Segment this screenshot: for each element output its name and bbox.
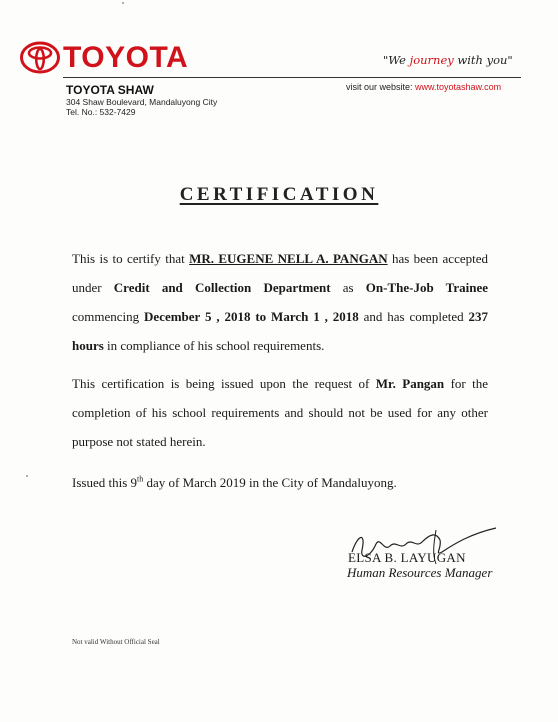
signatory-title: Human Resources Manager [347, 565, 493, 580]
tagline: "We journey with you" [383, 53, 513, 67]
signatory-name: ELSA B. LAYUGAN [348, 550, 466, 565]
scan-speck [122, 2, 124, 4]
website-line: visit our website: www.toyotashaw.com [346, 82, 502, 92]
position: On-The-Job Trainee [365, 280, 488, 295]
purpose-paragraph: This certification is being issued upon the request of Mr. Pangan for the completion of his school requirements and should not be used for any other purpose not stated herein. [72, 376, 489, 449]
trainee-name: MR. EUGENE NELL A. PANGAN [189, 251, 388, 266]
request-name: Mr. Pangan [375, 376, 445, 391]
issued-paragraph: Issued this 9th day of March 2019 in the City of Mandaluyong. [72, 474, 397, 490]
scan-speck [26, 475, 28, 477]
department: Credit and Collection Department [113, 280, 331, 295]
toyota-logo-icon [20, 41, 60, 74]
certification-paragraph: This is to certify that MR. EUGENE NELL A. PANGAN has been accepted under Credit and Collection Department as On-The-Job Trainee commencing December 5 , 2018 to March 1 , 2018 and has completed 237 hours in compliance of his school requirements. [72, 251, 488, 353]
company-name: TOYOTA SHAW [66, 83, 154, 97]
training-period: December 5 , 2018 to March 1 , 2018 [144, 309, 359, 324]
company-phone: Tel. No.: 532-7429 [66, 107, 136, 117]
header-divider [63, 77, 521, 78]
company-address: 304 Shaw Boulevard, Mandaluyong City [66, 97, 218, 107]
document-title: CERTIFICATION [179, 184, 379, 205]
website-link[interactable]: www.toyotashaw.com [415, 82, 502, 92]
seal-notice: Not valid Without Official Seal [72, 638, 160, 646]
hours-completed: 237 hours [72, 309, 488, 353]
brand-wordmark: TOYOTA [63, 41, 189, 74]
